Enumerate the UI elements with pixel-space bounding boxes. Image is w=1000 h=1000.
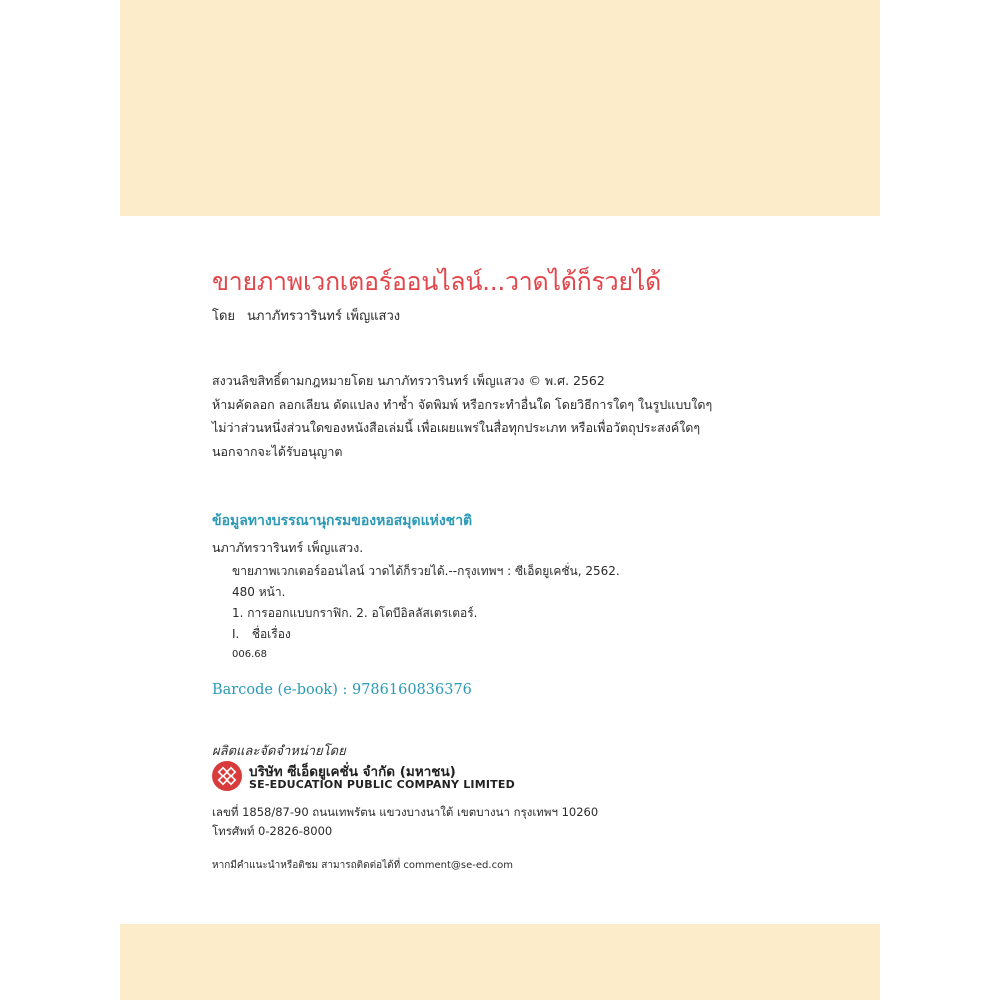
cip-title-line: ขายภาพเวกเตอร์ออนไลน์ วาดได้ก็รวยได้.--กรุงเทพฯ : ซีเอ็ดยูเคชั่น, 2562.: [232, 564, 620, 578]
cip-author: นภาภัทรวารินทร์ เพ็ญแสวง.: [212, 540, 364, 555]
feedback-contact: หากมีคำแนะนำหรือติชม สามารถติดต่อได้ที่ comment@se-ed.com: [212, 860, 513, 871]
se-ed-logo-icon: [212, 761, 242, 791]
cip-subjects-line: 1. การออกแบบกราฟิก. 2. อโดบีอิลลัสเตรเตอร์.: [232, 606, 478, 620]
copyright-line: นอกจากจะได้รับอนุญาต: [212, 443, 343, 459]
publisher-address: [212, 803, 598, 841]
cip-roman-numeral: I.: [232, 627, 240, 641]
cip-record: [232, 561, 620, 645]
company-name-thai: บริษัท ซีเอ็ดยูเคชั่น จำกัด (มหาชน): [249, 764, 456, 780]
company-name-english: SE-EDUCATION PUBLIC COMPANY LIMITED: [249, 778, 515, 791]
copyright-line: ไม่ว่าส่วนหนึ่งส่วนใดของหนังสือเล่มนี้ เพื่อเผยแพร่ในสื่อทุกประเภท หรือเพื่อวัตถุประสงค์ใดๆ: [212, 420, 701, 435]
author-name: นภาภัทรวารินทร์ เพ็ญแสวง: [247, 309, 401, 324]
top-decorative-band: [120, 0, 880, 216]
copyright-line: สงวนลิขสิทธิ์ตามกฎหมายโดย นภาภัทรวารินทร์ เพ็ญแสวง © พ.ศ. 2562: [212, 373, 605, 388]
address-line: เลขที่ 1858/87-90 ถนนเทพรัตน แขวงบางนาใต้ เขตบางนา กรุงเทพฯ 10260: [212, 805, 599, 819]
cip-title-entry: ชื่อเรื่อง: [251, 627, 291, 641]
publisher-block: [212, 760, 732, 796]
phone-line: โทรศัพท์ 0-2826-8000: [212, 824, 333, 838]
bottom-decorative-band: [120, 924, 880, 1000]
cip-heading: ข้อมูลทางบรรณานุกรมของหอสมุดแห่งชาติ: [212, 513, 473, 529]
cip-pages-line: 480 หน้า.: [232, 585, 286, 599]
producer-label: ผลิตและจัดจำหน่ายโดย: [212, 744, 346, 759]
classification-number: 006.68: [232, 649, 267, 660]
author-line: [212, 305, 400, 326]
copyright-notice: [212, 369, 712, 463]
book-title: ขายภาพเวกเตอร์ออนไลน์...วาดได้ก็รวยได้: [212, 267, 661, 296]
barcode-isbn: Barcode (e-book) : 9786160836376: [212, 682, 472, 698]
author-label: โดย: [212, 309, 236, 324]
copyright-line: ห้ามคัดลอก ลอกเลียน ดัดแปลง ทำซ้ำ จัดพิมพ์ หรือกระทำอื่นใด โดยวิธีการใดๆ ในรูปแบบใดๆ: [212, 396, 713, 412]
cip-title-entry-line: [232, 624, 620, 645]
